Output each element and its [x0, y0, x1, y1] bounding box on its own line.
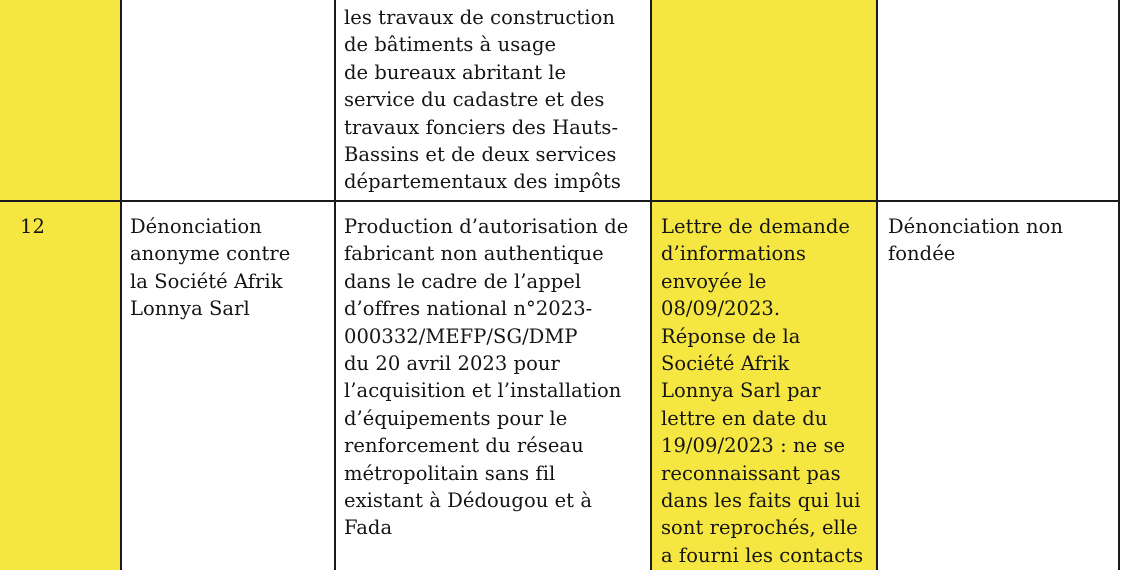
result-cell: Dénonciation non fondée — [888, 215, 1064, 266]
column-divider — [1118, 0, 1120, 570]
row-number-cell: 12 — [20, 215, 45, 238]
column-divider — [120, 0, 122, 570]
column-divider — [876, 0, 878, 570]
object-cell: Production d’autorisation de fabricant non authentique dans le cadre de l’appel d’offres national n°2023- 000332/MEFP/SG/DMP du 20 avril 2023 pour l’acquisition et l’installation d’équipements pour le renforcement du réseau métropolitain sans fil existant à Dédougou et à Fada — [344, 215, 629, 540]
column-divider — [650, 0, 652, 570]
row-divider — [0, 200, 1120, 202]
number-column-highlight — [0, 0, 121, 570]
previous-row-object-cell: les travaux de construction de bâtiments à usage de bureaux abritant le service du cadastre et des travaux fonciers des Hauts- Bassins et de deux services départementaux des impôts — [344, 6, 621, 194]
column-divider — [334, 0, 336, 570]
denunciation-cell: Dénonciation anonyme contre la Société Afrik Lonnya Sarl — [130, 215, 291, 321]
diligences-cell: Lettre de demande d’informations envoyée le 08/09/2023. Réponse de la Société Afrik Lonnya Sarl par lettre en date du 19/09/2023 : ne se reconnaissant pas dans les faits qui lui sont reprochés, elle a fourni les contacts — [661, 215, 864, 567]
